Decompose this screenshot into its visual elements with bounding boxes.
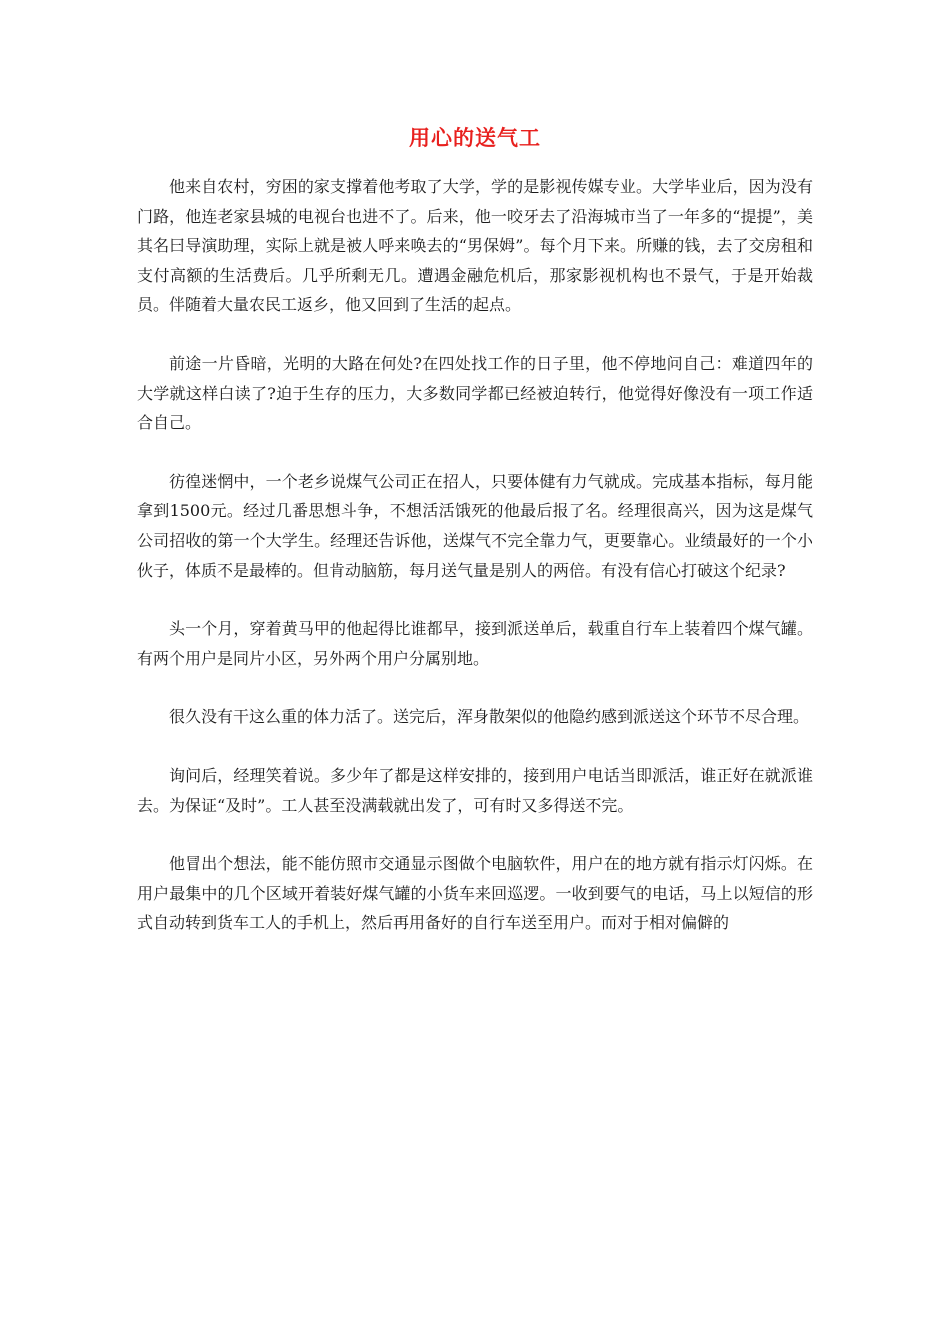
paragraph: 头一个月，穿着黄马甲的他起得比谁都早，接到派送单后，载重自行车上装着四个煤气罐。有两个用户是同片小区，另外两个用户分属别地。 bbox=[137, 619, 813, 668]
document-title: 用心的送气工 bbox=[409, 125, 541, 150]
paragraph: 他来自农村，穷困的家支撑着他考取了大学，学的是影视传媒专业。大学毕业后，因为没有门路，他连老家县城的电视台也进不了。后来，他一咬牙去了沿海城市当了一年多的“提提”，美其名曰导演助理，实际上就是被人呼来唤去的“男保姆”。每个月下来。所赚的钱，去了交房租和支付高额的生活费后。几乎所剩无几。遭遇金融危机后，那家影视机构也不景气，于是开始裁员。伴随着大量农民工返乡，他又回到了生活的起点。 bbox=[137, 177, 813, 315]
paragraph: 彷徨迷惘中，一个老乡说煤气公司正在招人，只要体健有力气就成。完成基本指标，每月能拿到1500元。经过几番思想斗争，不想活活饿死的他最后报了名。经理很高兴，因为这是煤气公司招收的第一个大学生。经理还告诉他，送煤气不完全靠力气，更要靠心。业绩最好的一个小伙子，体质不是最棒的。但肯动脑筋，每月送气量是别人的两倍。有没有信心打破这个纪录? bbox=[137, 471, 813, 580]
paragraph: 他冒出个想法，能不能仿照市交通显示图做个电脑软件，用户在的地方就有指示灯闪烁。在用户最集中的几个区域开着装好煤气罐的小货车来回巡逻。一收到要气的电话，马上以短信的形式自动转到货车工人的手机上，然后再用备好的自行车送至用户。而对于相对偏僻的 bbox=[137, 854, 813, 933]
paragraph: 很久没有干这么重的体力活了。送完后，浑身散架似的他隐约感到派送这个环节不尽合理。 bbox=[169, 707, 810, 727]
paragraph: 询问后，经理笑着说。多少年了都是这样安排的，接到用户电话当即派活，谁正好在就派谁去。为保证“及时”。工人甚至没满载就出发了，可有时又多得送不完。 bbox=[137, 765, 813, 815]
document-body bbox=[137, 172, 813, 967]
paragraph: 前途一片昏暗，光明的大路在何处?在四处找工作的日子里，他不停地问自己：难道四年的大学就这样白读了?迫于生存的压力，大多数同学都已经被迫转行，他觉得好像没有一项工作适合自己。 bbox=[137, 353, 813, 433]
